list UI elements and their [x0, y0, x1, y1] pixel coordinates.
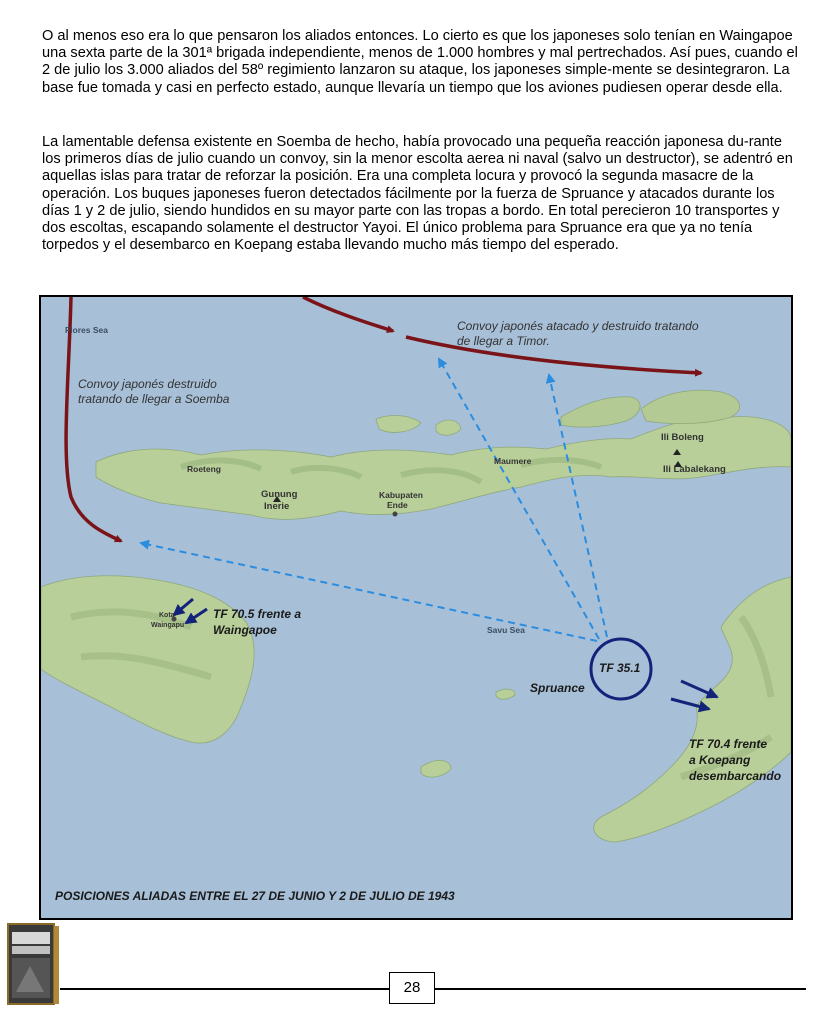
- paragraph-1: O al menos eso era lo que pensaron los aliados entonces. Lo cierto es que los japoneses solo tenían en Waingapoe una sexta parte de la 301ª brigada independiente, menos de 1.000 hombres y mal pertrechados. Así pues, cuando el 2 de julio los 3.000 aliados del 58º regimiento lanzaron su ataque, los japoneses simple-mente se desintegraron. La base fue tomada y casi en perfecto estado, aunque llevaría un tiempo que los aviones pudiesen operar desde ella.: [42, 28, 798, 96]
- tf705-label-line2: Waingapoe: [213, 623, 277, 637]
- convoy-timor-label-line1: Convoy japonés atacado y destruido tratando: [457, 319, 699, 333]
- place-inerie: Inerie: [264, 501, 290, 512]
- place-ende: Ende: [387, 500, 408, 510]
- place-roeteng: Roeteng: [187, 464, 221, 474]
- map-caption: POSICIONES ALIADAS ENTRE EL 27 DE JUNIO Y 2 DE JULIO DE 1943: [55, 889, 455, 903]
- place-maumere: Maumere: [494, 456, 532, 466]
- game-box-cover-icon: [4, 922, 60, 1008]
- place-kota: Kota: [159, 612, 175, 619]
- tf704-label-line3: desembarcando: [689, 769, 782, 783]
- tf351-label: TF 35.1: [599, 661, 641, 675]
- page-number: 28: [389, 972, 435, 1004]
- savu-sea-label: Savu Sea: [487, 625, 525, 635]
- map: [39, 295, 793, 920]
- tf705-label-line1: TF 70.5 frente a: [213, 607, 302, 621]
- paragraph-2: La lamentable defensa existente en Soemba de hecho, había provocado una pequeña reacción japonesa du-rante los primeros días de julio cuando un convoy, sin la menor escolta aerea ni naval (salvo un destructor), se adentró en aquellas islas para tratar de reforzar la posición. Era una completa locura y provocó la segunda masacre de la operación. Los buques japoneses fueron detectados fácilmente por la fuerza de Spruance y atacados durante los días 1 y 2 de julio, siendo hundidos en su mayor parte con las tropas a bordo. En total perecieron 10 transportes y dos escoltas, escapando solamente el destructor Yayoi. El único problema para Spruance era que ya no tenía torpedos y el desembarco en Koepang estaba llevando mucho más tiempo del esperado.: [42, 134, 793, 254]
- place-ili-boleng: Ili Boleng: [661, 432, 704, 443]
- convoy-soemba-label-line2: tratando de llegar a Soemba: [78, 392, 230, 406]
- ende-dot-icon: [393, 512, 398, 517]
- spruance-label: Spruance: [530, 681, 585, 695]
- convoy-soemba-label-line1: Convoy japonés destruido: [78, 377, 217, 391]
- tf704-label-line2: a Koepang: [689, 753, 751, 767]
- place-kabupaten: Kabupaten: [379, 490, 423, 500]
- place-ili-labalekang: Ili Labalekang: [663, 464, 726, 475]
- flores-sea-label: Flores Sea: [65, 325, 108, 335]
- place-gunung: Gunung: [261, 489, 298, 500]
- tf704-label-line1: TF 70.4 frente: [689, 737, 768, 751]
- place-waingapu: Waingapu: [151, 622, 185, 629]
- convoy-timor-label-line2: de llegar a Timor.: [457, 334, 550, 348]
